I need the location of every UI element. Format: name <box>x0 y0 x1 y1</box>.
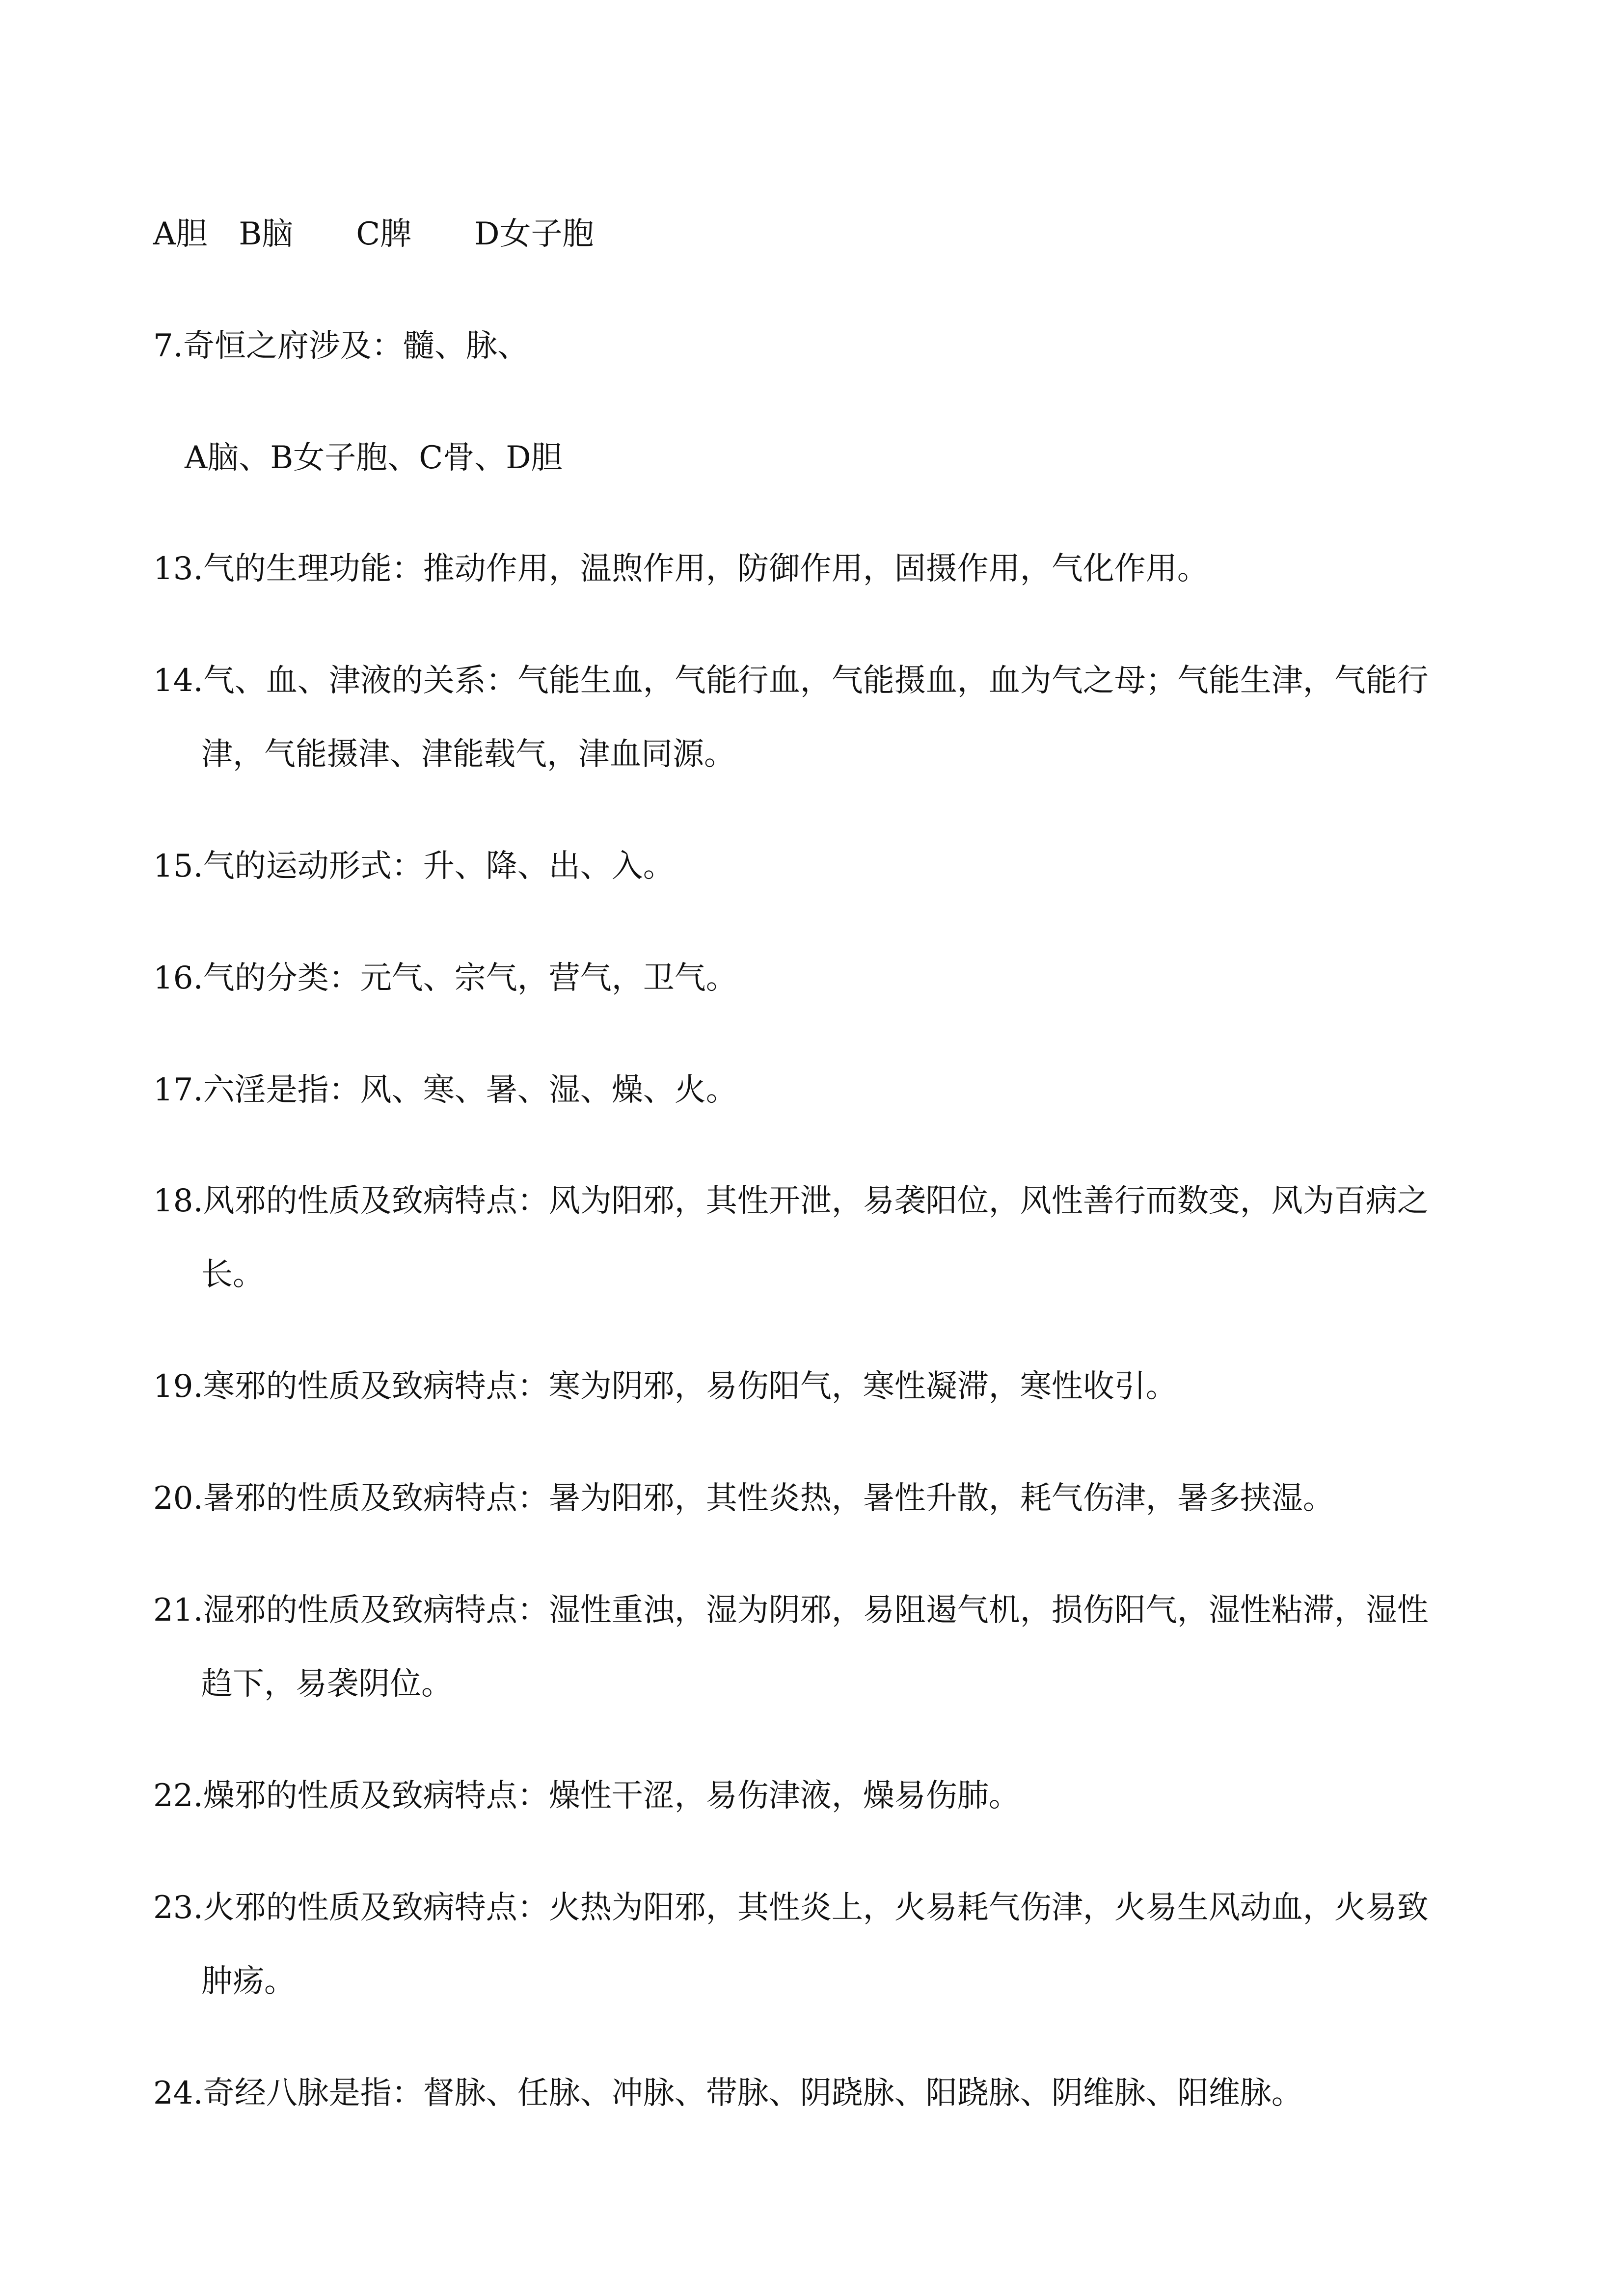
item-18-continuation: 长。 <box>201 1256 264 1293</box>
item-7-options: A脑、B女子胞、C骨、D胆 <box>185 440 563 476</box>
item-14-continuation: 津，气能摄津、津能载气，津血同源。 <box>201 736 735 773</box>
item-14: 14.气、血、津液的关系：气能生血，气能行血，气能摄血，血为气之母；气能生津，气能行 <box>153 663 1429 699</box>
item-21: 21.湿邪的性质及致病特点：湿性重浊，湿为阴邪，易阻遏气机，损伤阳气，湿性粘滞，湿性 <box>153 1592 1429 1629</box>
item-7: 7.奇恒之府涉及：髓、脉、 <box>153 328 529 364</box>
item-15: 15.气的运动形式：升、降、出、入。 <box>153 848 675 884</box>
item-24: 24.奇经八脉是指：督脉、任脉、冲脉、带脉、阴跷脉、阳跷脉、阴维脉、阳维脉。 <box>153 2075 1303 2111</box>
answer-options-line: A胆 B脑 C脾 D女子胞 <box>153 216 594 252</box>
item-22: 22.燥邪的性质及致病特点：燥性干涩，易伤津液，燥易伤肺。 <box>153 1778 1020 1814</box>
item-19: 19.寒邪的性质及致病特点：寒为阴邪，易伤阳气，寒性凝滞，寒性收引。 <box>153 1368 1177 1405</box>
item-23: 23.火邪的性质及致病特点：火热为阳邪，其性炎上，火易耗气伤津，火易生风动血，火易致 <box>153 1890 1429 1926</box>
item-16: 16.气的分类：元气、宗气，营气，卫气。 <box>153 960 737 996</box>
item-13: 13.气的生理功能：推动作用，温煦作用，防御作用，固摄作用，气化作用。 <box>153 551 1209 587</box>
item-20: 20.暑邪的性质及致病特点：暑为阳邪，其性炎热，暑性升散，耗气伤津，暑多挟湿。 <box>153 1480 1334 1517</box>
item-21-continuation: 趋下，易袭阴位。 <box>201 1666 453 1702</box>
item-17: 17.六淫是指：风、寒、暑、湿、燥、火。 <box>153 1072 737 1108</box>
item-23-continuation: 肿疡。 <box>201 1963 296 2000</box>
item-18: 18.风邪的性质及致病特点：风为阳邪，其性开泄，易袭阳位，风性善行而数变，风为百病之 <box>153 1183 1429 1219</box>
